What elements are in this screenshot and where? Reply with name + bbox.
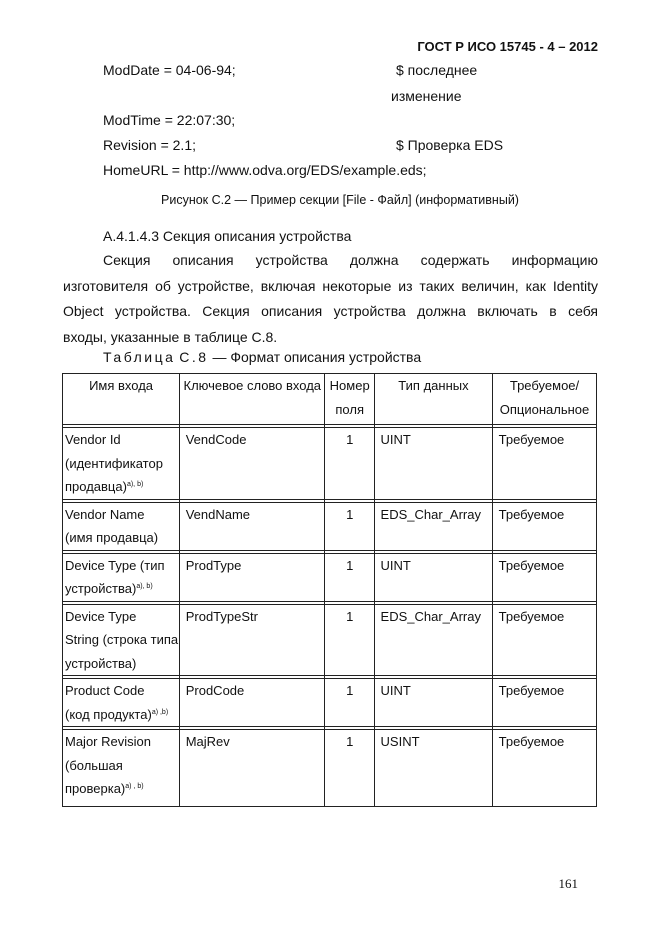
keyword-cell: ProdType — [180, 553, 325, 601]
field-number-cell: 1 — [325, 604, 374, 676]
field-number-cell: 1 — [325, 553, 374, 601]
required-cell: Требуемое — [493, 730, 597, 807]
header-keyword: Ключевое слово входа — [180, 374, 325, 425]
keyword-cell: VendCode — [180, 428, 325, 500]
code-revision: Revision = 2.1; — [103, 137, 196, 153]
data-type-cell: USINT — [374, 730, 492, 807]
entry-name-cell: Device Type String (строка типа устройства) — [63, 604, 180, 676]
paragraph-line: изготовителя об устройстве, включая некоторые из таких величин, как Identity — [63, 277, 598, 294]
header-data-type: Тип данных — [374, 374, 492, 425]
table-row — [63, 428, 597, 500]
paragraph-line: Секция описания устройства должна содержать информацию — [103, 252, 598, 268]
document-header: ГОСТ Р ИСО 15745 - 4 – 2012 — [417, 39, 598, 54]
section-heading: А.4.1.4.3 Секция описания устройства — [103, 228, 352, 244]
keyword-cell: MajRev — [180, 730, 325, 807]
required-cell: Требуемое — [493, 428, 597, 500]
entry-name-cell: Product Code (код продукта)$^{a) ,b)}$ — [63, 679, 180, 727]
entry-name-cell: Device Type (тип устройства)$^{a), b)}$ — [63, 553, 180, 601]
device-description-table — [62, 373, 597, 807]
code-homeurl: HomeURL = http://www.odva.org/EDS/example.eds; — [103, 162, 427, 178]
page-number: 161 — [558, 876, 578, 891]
data-type-cell: UINT — [374, 679, 492, 727]
entry-name-cell: Vendor Id (идентификатор продавца)$^{a), b)}$ — [63, 428, 180, 500]
data-type-cell: UINT — [374, 428, 492, 500]
field-number-cell: 1 — [325, 502, 374, 550]
code-moddate-comment-cont: изменение — [391, 88, 462, 104]
paragraph-line: Object устройства. Секция описания устройства должна включать в себя — [63, 303, 598, 319]
code-moddate: ModDate = 04-06-94; — [103, 62, 236, 78]
required-cell: Требуемое — [493, 553, 597, 601]
required-cell: Требуемое — [493, 604, 597, 676]
table-row — [63, 679, 597, 727]
code-modtime: ModTime = 22:07:30; — [103, 112, 236, 128]
header-entry-name: Имя входа — [63, 374, 180, 425]
table-row — [63, 730, 597, 807]
data-type-cell: UINT — [374, 553, 492, 601]
header-required-optional: Требуемое/ Опциональное — [493, 374, 597, 425]
entry-name-cell: Vendor Name (имя продавца) — [63, 502, 180, 550]
table-header-row — [63, 374, 597, 425]
required-cell: Требуемое — [493, 679, 597, 727]
keyword-cell: ProdCode — [180, 679, 325, 727]
code-revision-comment: $ Проверка EDS — [396, 137, 504, 153]
field-number-cell: 1 — [325, 679, 374, 727]
header-field-number: Номер поля — [325, 374, 374, 425]
keyword-cell: VendName — [180, 502, 325, 550]
table-row — [63, 553, 597, 601]
field-number-cell: 1 — [325, 428, 374, 500]
section-paragraph — [63, 248, 598, 350]
code-moddate-comment: $ последнее — [396, 62, 478, 78]
entry-name-cell: Major Revision (большая проверка)$^{a) , b)}$ — [63, 730, 180, 807]
data-type-cell: EDS_Char_Array — [374, 604, 492, 676]
keyword-cell: ProdTypeStr — [180, 604, 325, 676]
data-type-cell: EDS_Char_Array — [374, 502, 492, 550]
field-number-cell: 1 — [325, 730, 374, 807]
table-row — [63, 502, 597, 550]
paragraph-line: входы, указанные в таблице С.8. — [63, 328, 278, 345]
table-row — [63, 604, 597, 676]
figure-caption: Рисунок С.2 — Пример секции [File - Файл] (информативный) — [161, 193, 519, 207]
table-caption: Таблица С.8 — Формат описания устройства — [103, 349, 422, 365]
required-cell: Требуемое — [493, 502, 597, 550]
